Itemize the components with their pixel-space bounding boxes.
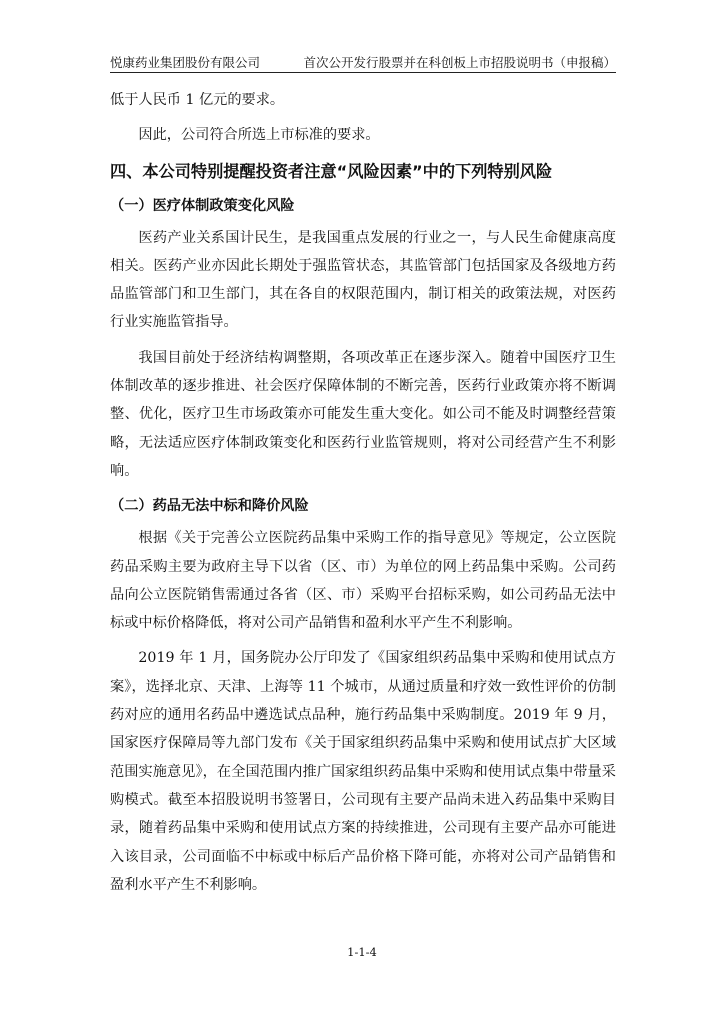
conclusion-paragraph: 因此，公司符合所选上市标准的要求。 — [138, 127, 380, 144]
paragraph: 医药产业关系国计民生，是我国重点发展的行业之一，与人民生命健康高度相关。医药产业亦因此长期处于强监管状态，其监管部门包括国家及各级地方药品监管部门和卫生部门，其在各自的权限范围内，制订相关的政策法规，对医药行业实施监管指导。 — [110, 229, 616, 331]
header-company-name: 悦康药业集团股份有限公司 — [110, 55, 261, 70]
header-document-title: 首次公开发行股票并在科创板上市招股说明书（申报稿） — [303, 55, 616, 70]
continued-paragraph: 低于人民币 1 亿元的要求。 — [110, 92, 285, 108]
subsection-heading-policy-risk: （一）医疗体制政策变化风险 — [110, 197, 295, 214]
section-heading: 四、本公司特别提醒投资者注意“风险因素”中的下列特别风险 — [110, 161, 553, 181]
subsection-heading-bidding-risk: （二）药品无法中标和降价风险 — [110, 498, 309, 515]
page-number: 1-1-4 — [347, 945, 377, 959]
paragraph: 2019 年 1 月，国务院办公厅印发了《国家组织药品集中采购和使用试点方案》，选择北京、天津、上海等 11 个城市，从通过质量和疗效一致性评价的仿制药对应的通用名药品中遴选试点品种，施行药品集中采购制度。2019 年 9 月，国家医疗保障局等九部门发布《关于国家组织药品集中采购和使用试点扩大区域范围实施意见》，在全国范围内推广国家组织药品集中采购和使用试点集中带量采购模式。截至本招股说明书签署日，公司现有主要产品尚未进入药品集中采购目录，随着药品集中采购和使用试点方案的持续推进，公司现有主要产品亦可能进入该目录，公司面临不中标或中标后产品价格下降可能，亦将对公司产品销售和盈利水平产生不利影响。 — [110, 650, 616, 893]
page-content — [110, 86, 616, 906]
paragraph: 我国目前处于经济结构调整期，各项改革正在逐步深入。随着中国医疗卫生体制改革的逐步推进、社会医疗保障体制的不断完善，医药行业政策亦将不断调整、优化，医疗卫生市场政策亦可能发生重大变化。如公司不能及时调整经营策略，无法适应医疗体制政策变化和医药行业监管规则，将对公司经营产生不利影响。 — [110, 349, 616, 479]
paragraph: 根据《关于完善公立医院药品集中采购工作的指导意见》等规定，公立医院药品采购主要为政府主导下以省（区、市）为单位的网上药品集中采购。公司药品向公立医院销售需通过各省（区、市）采购平台招标采购，如公司药品无法中标或中标价格降低，将对公司产品销售和盈利水平产生不利影响。 — [110, 530, 616, 632]
page-header — [110, 50, 616, 73]
